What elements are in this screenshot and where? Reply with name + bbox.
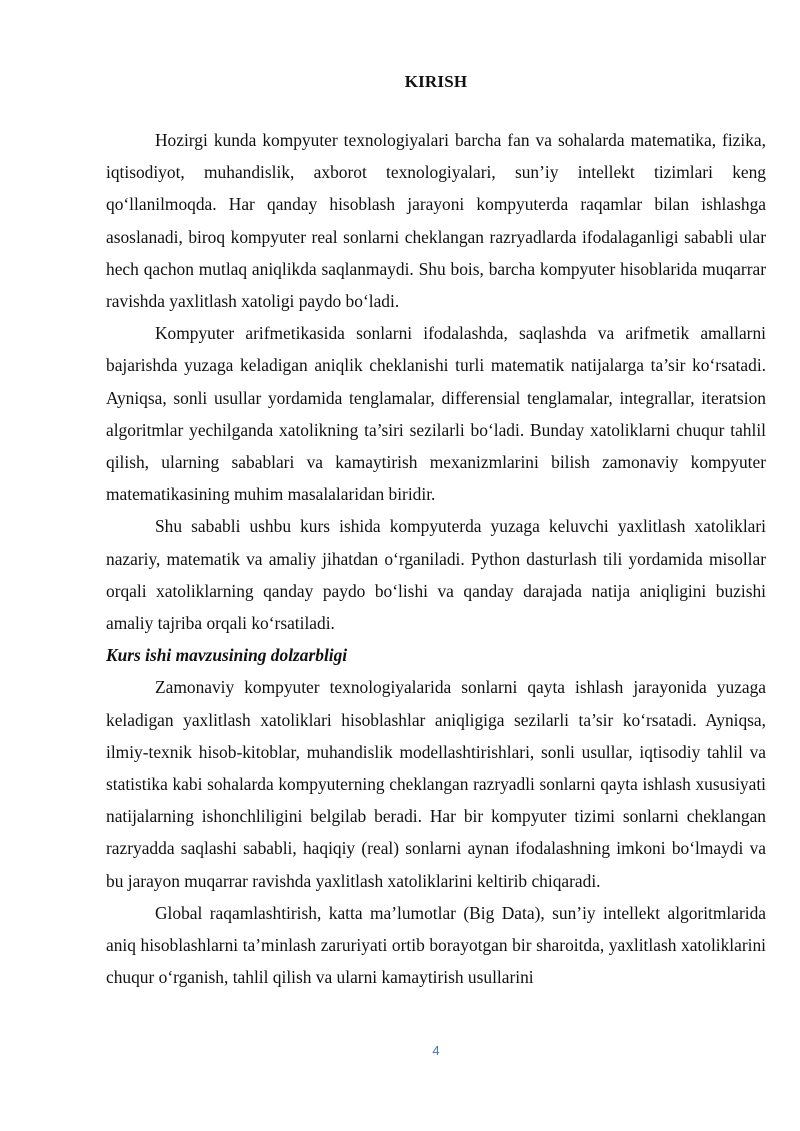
document-page	[106, 0, 766, 1131]
page-title: KIRISH	[404, 72, 468, 91]
paragraph-intro-3: Shu sababli ushbu kurs ishida kompyuterda yuzaga keluvchi yaxlitlash xatoliklari nazariy, matematik va amaliy jihatdan o‘rganiladi. Python dasturlash tili yordamida misollar orqali xatoliklarning qanday paydo bo‘lishi va qanday darajada natija aniqligini buzishi amaliy tajriba orqali ko‘rsatiladi.	[106, 516, 766, 634]
paragraph-section-1: Zamonaviy kompyuter texnologiyalarida sonlarni qayta ishlash jarayonida yuzaga keladigan yaxlitlash xatoliklari hisoblashlar aniqligiga sezilarli ta’sir ko‘rsatadi. Ayniqsa, ilmiy-texnik hisob-kitoblar, muhandislik modellashtirishlari, sonli usullar, iqtisodiy tahlil va statistika kabi sohalarda kompyuterning cheklangan razryadli sonlarni qayta ishlash xususiyati natijalarning ishonchliligini belgilab beradi. Har bir kompyuter tizimi sonlarni cheklangan razryadda saqlashi sababli, haqiqiy (real) sonlarni aynan ifodalashning imkoni bo‘lmaydi va bu jarayon muqarrar ravishda yaxlitlash xatoliklarini keltirib chiqaradi.	[106, 677, 766, 891]
page-number: 4	[432, 1043, 440, 1058]
section-heading: Kurs ishi mavzusining dolzarbligi	[106, 645, 348, 666]
document-body	[106, 124, 766, 993]
paragraph-intro-2: Kompyuter arifmetikasida sonlarni ifodalashda, saqlashda va arifmetik amallarni bajarishda yuzaga keladigan aniqlik cheklanishi turli matematik natijalarga ta’sir ko‘rsatadi. Ayniqsa, sonli usullar yordamida tenglamalar, differensial tenglamalar, integrallar, iteratsion algoritmlar yechilganda xatolikning ta’siri sezilarli bo‘ladi. Bunday xatoliklarni chuqur tahlil qilish, ularning sabablari va kamaytirish mexanizmlarini bilish zamonaviy kompyuter matematikasining muhim masalalaridan biridir.	[106, 323, 766, 505]
paragraph-intro-1: Hozirgi kunda kompyuter texnologiyalari barcha fan va sohalarda matematika, fizika, iqtisodiyot, muhandislik, axborot texnologiyalari, sun’iy intellekt tizimlari keng qo‘llanilmoqda. Har qanday hisoblash jarayoni kompyuterda raqamlar bilan ishlashga asoslanadi, biroq kompyuter real sonlarni cheklangan razryadlarda ifodalaganligi sababli ular hech qachon mutlaq aniqlikda saqlanmaydi. Shu bois, barcha kompyuter hisoblarida muqarrar ravishda yaxlitlash xatoligi paydo bo‘ladi.	[106, 130, 766, 312]
paragraph-section-2: Global raqamlashtirish, katta ma’lumotlar (Big Data), sun’iy intellekt algoritmlarida aniq hisoblashlarni ta’minlash zaruriyati ortib borayotgan bir sharoitda, yaxlitlash xatoliklarini chuqur o‘rganish, tahlil qilish va ularni kamaytirish usullarini	[106, 902, 766, 988]
